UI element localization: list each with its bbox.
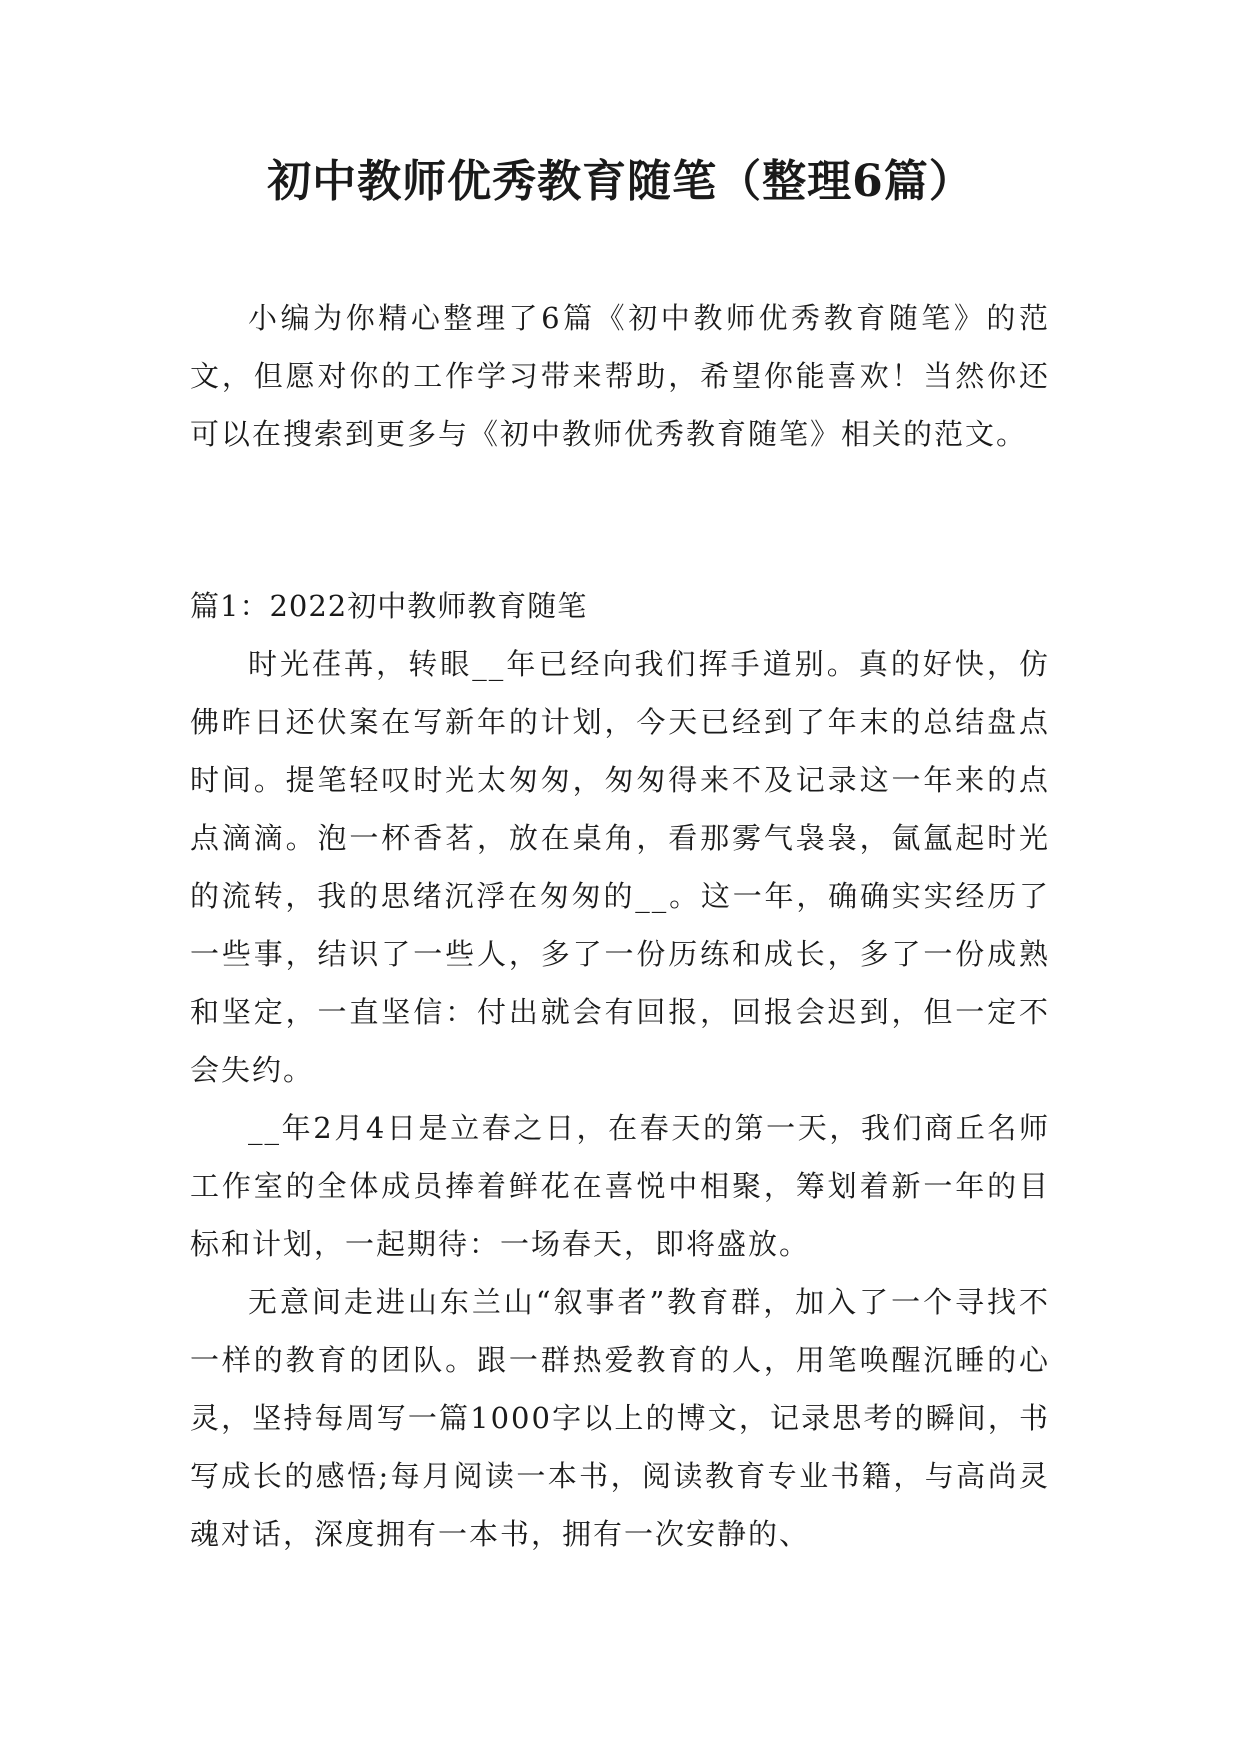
intro-paragraph: 小编为你精心整理了6篇《初中教师优秀教育随笔》的范文，但愿对你的工作学习带来帮助，希望你能喜欢！当然你还可以在搜索到更多与《初中教师优秀教育随笔》相关的范文。 bbox=[190, 301, 1050, 451]
section-heading: 篇1：2022初中教师教育随笔 bbox=[190, 589, 588, 623]
intro-block bbox=[190, 289, 1050, 463]
paragraph-3: 无意间走进山东兰山“叙事者”教育群，加入了一个寻找不一样的教育的团队。跟一群热爱教育的人，用笔唤醒沉睡的心灵，坚持每周写一篇1000字以上的博文，记录思考的瞬间，书写成长的感悟;每月阅读一本书，阅读教育专业书籍，与高尚灵魂对话，深度拥有一本书，拥有一次安静的、 bbox=[190, 1285, 1050, 1551]
body-text bbox=[190, 635, 1050, 1563]
paragraph-1: 时光荏苒，转眼__年已经向我们挥手道别。真的好快，仿佛昨日还伏案在写新年的计划，今天已经到了年末的总结盘点时间。提笔轻叹时光太匆匆，匆匆得来不及记录这一年来的点点滴滴。泡一杯香茗，放在桌角，看那雾气袅袅，氤氲起时光的流转，我的思绪沉浮在匆匆的__。这一年，确确实实经历了一些事，结识了一些人，多了一份历练和成长，多了一份成熟和坚定，一直坚信：付出就会有回报，回报会迟到，但一定不会失约。 bbox=[190, 647, 1050, 1087]
document-title: 初中教师优秀教育随笔（整理6篇） bbox=[267, 156, 974, 207]
paragraph-2: __年2月4日是立春之日，在春天的第一天，我们商丘名师工作室的全体成员捧着鲜花在喜悦中相聚，筹划着新一年的目标和计划，一起期待：一场春天，即将盛放。 bbox=[190, 1111, 1050, 1261]
